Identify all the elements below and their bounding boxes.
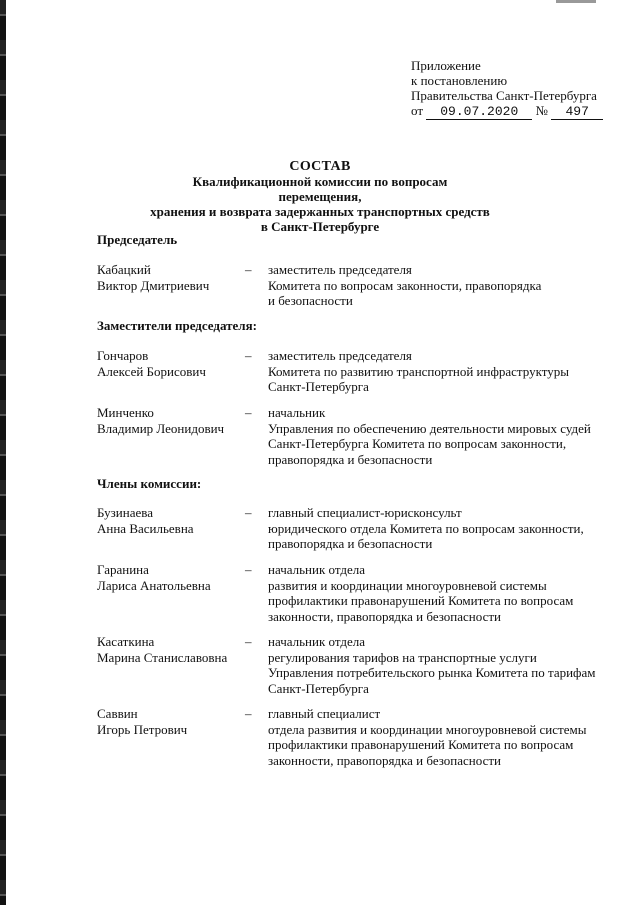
title-line-1: СОСТАВ bbox=[289, 159, 351, 174]
dash: – bbox=[245, 348, 252, 363]
member-name bbox=[97, 706, 247, 737]
role-line: профилактики правонарушений Комитета по вопросам bbox=[268, 737, 574, 752]
role-line: начальник отдела bbox=[268, 562, 366, 577]
title-line-2: Квалификационной комиссии по вопросам перемещения, bbox=[192, 174, 448, 204]
member-given-name: Владимир Леонидович bbox=[97, 420, 225, 436]
member-given-name: Лариса Анатольевна bbox=[97, 577, 211, 593]
member-role bbox=[268, 262, 613, 309]
role-line: Управления по обеспечению деятельности мировых судей bbox=[268, 420, 591, 436]
role-line: регулирования тарифов на транспортные услуги bbox=[268, 649, 537, 665]
member-role bbox=[268, 706, 613, 768]
role-line: профилактики правонарушений Комитета по вопросам bbox=[268, 593, 574, 608]
appendix-line-3: Правительства Санкт-Петербурга bbox=[411, 88, 597, 103]
appendix-date-line bbox=[411, 103, 603, 120]
member-name bbox=[97, 405, 247, 436]
decree-date: 09.07.2020 bbox=[426, 105, 532, 120]
member-name bbox=[97, 562, 247, 593]
dash: – bbox=[245, 405, 252, 420]
member-surname: Касаткина bbox=[97, 634, 155, 649]
role-line: Комитета по развитию транспортной инфраструктуры bbox=[268, 363, 569, 379]
dash: – bbox=[245, 634, 252, 649]
role-line: законности, правопорядка и безопасности bbox=[268, 608, 501, 624]
role-line: развития и координации многоуровневой системы bbox=[268, 577, 547, 593]
member-surname: Кабацкий bbox=[97, 262, 151, 277]
role-line: правопорядка и безопасности bbox=[268, 451, 433, 467]
title-line-4: в Санкт-Петербурге bbox=[260, 219, 380, 234]
member-given-name: Анна Васильевна bbox=[97, 520, 194, 536]
member-name bbox=[97, 348, 247, 379]
document-title bbox=[150, 159, 490, 234]
decree-number: 497 bbox=[551, 105, 603, 120]
member-name bbox=[97, 505, 247, 536]
appendix-line-1: Приложение bbox=[411, 58, 481, 73]
member-surname: Минченко bbox=[97, 405, 154, 420]
appendix-line-2: к постановлению bbox=[411, 73, 508, 88]
role-line: Санкт-Петербурга bbox=[268, 379, 369, 394]
member-surname: Саввин bbox=[97, 706, 138, 721]
role-line: главный специалист-юрисконсульт bbox=[268, 505, 462, 520]
dash: – bbox=[245, 562, 252, 577]
member-role bbox=[268, 562, 613, 624]
member-name bbox=[97, 262, 247, 293]
dash: – bbox=[245, 505, 252, 520]
role-line: Санкт-Петербурга bbox=[268, 680, 369, 696]
member-surname: Гончаров bbox=[97, 348, 149, 363]
role-line: Комитета по вопросам законности, правопорядка bbox=[268, 277, 542, 293]
number-sign: № bbox=[535, 103, 548, 118]
scan-edge bbox=[0, 0, 6, 905]
role-line: главный специалист bbox=[268, 706, 381, 721]
section-heading-deputies: Заместители председателя: bbox=[97, 318, 257, 333]
role-line: правопорядка и безопасности bbox=[268, 536, 433, 551]
role-line: Санкт-Петербурга Комитета по вопросам законности, bbox=[268, 436, 567, 451]
role-line: законности, правопорядка и безопасности bbox=[268, 752, 501, 768]
member-role bbox=[268, 405, 613, 467]
dash: – bbox=[245, 262, 252, 277]
role-line: Управления потребительского рынка Комитета по тарифам bbox=[268, 665, 596, 680]
member-surname: Бузинаева bbox=[97, 505, 153, 520]
role-line: заместитель председателя bbox=[268, 348, 412, 363]
member-surname: Гаранина bbox=[97, 562, 149, 577]
dash: – bbox=[245, 706, 252, 721]
title-line-3: хранения и возврата задержанных транспортных средств bbox=[150, 204, 490, 219]
role-line: юридического отдела Комитета по вопросам законности, bbox=[268, 520, 584, 536]
section-heading-chairman: Председатель bbox=[97, 232, 178, 247]
member-given-name: Игорь Петрович bbox=[97, 721, 188, 737]
member-name bbox=[97, 634, 247, 665]
member-role bbox=[268, 634, 613, 696]
role-line: начальник bbox=[268, 405, 326, 420]
appendix-block bbox=[411, 58, 603, 120]
date-prefix: от bbox=[411, 103, 424, 118]
scan-mark bbox=[556, 0, 596, 3]
member-role bbox=[268, 505, 613, 552]
role-line: начальник отдела bbox=[268, 634, 366, 649]
member-role bbox=[268, 348, 613, 395]
section-heading-members: Члены комиссии: bbox=[97, 476, 202, 491]
member-given-name: Марина Станиславовна bbox=[97, 649, 228, 665]
role-line: и безопасности bbox=[268, 293, 353, 308]
role-line: заместитель председателя bbox=[268, 262, 412, 277]
role-line: отдела развития и координации многоуровневой системы bbox=[268, 721, 587, 737]
member-given-name: Виктор Дмитриевич bbox=[97, 277, 210, 293]
member-given-name: Алексей Борисович bbox=[97, 363, 206, 379]
